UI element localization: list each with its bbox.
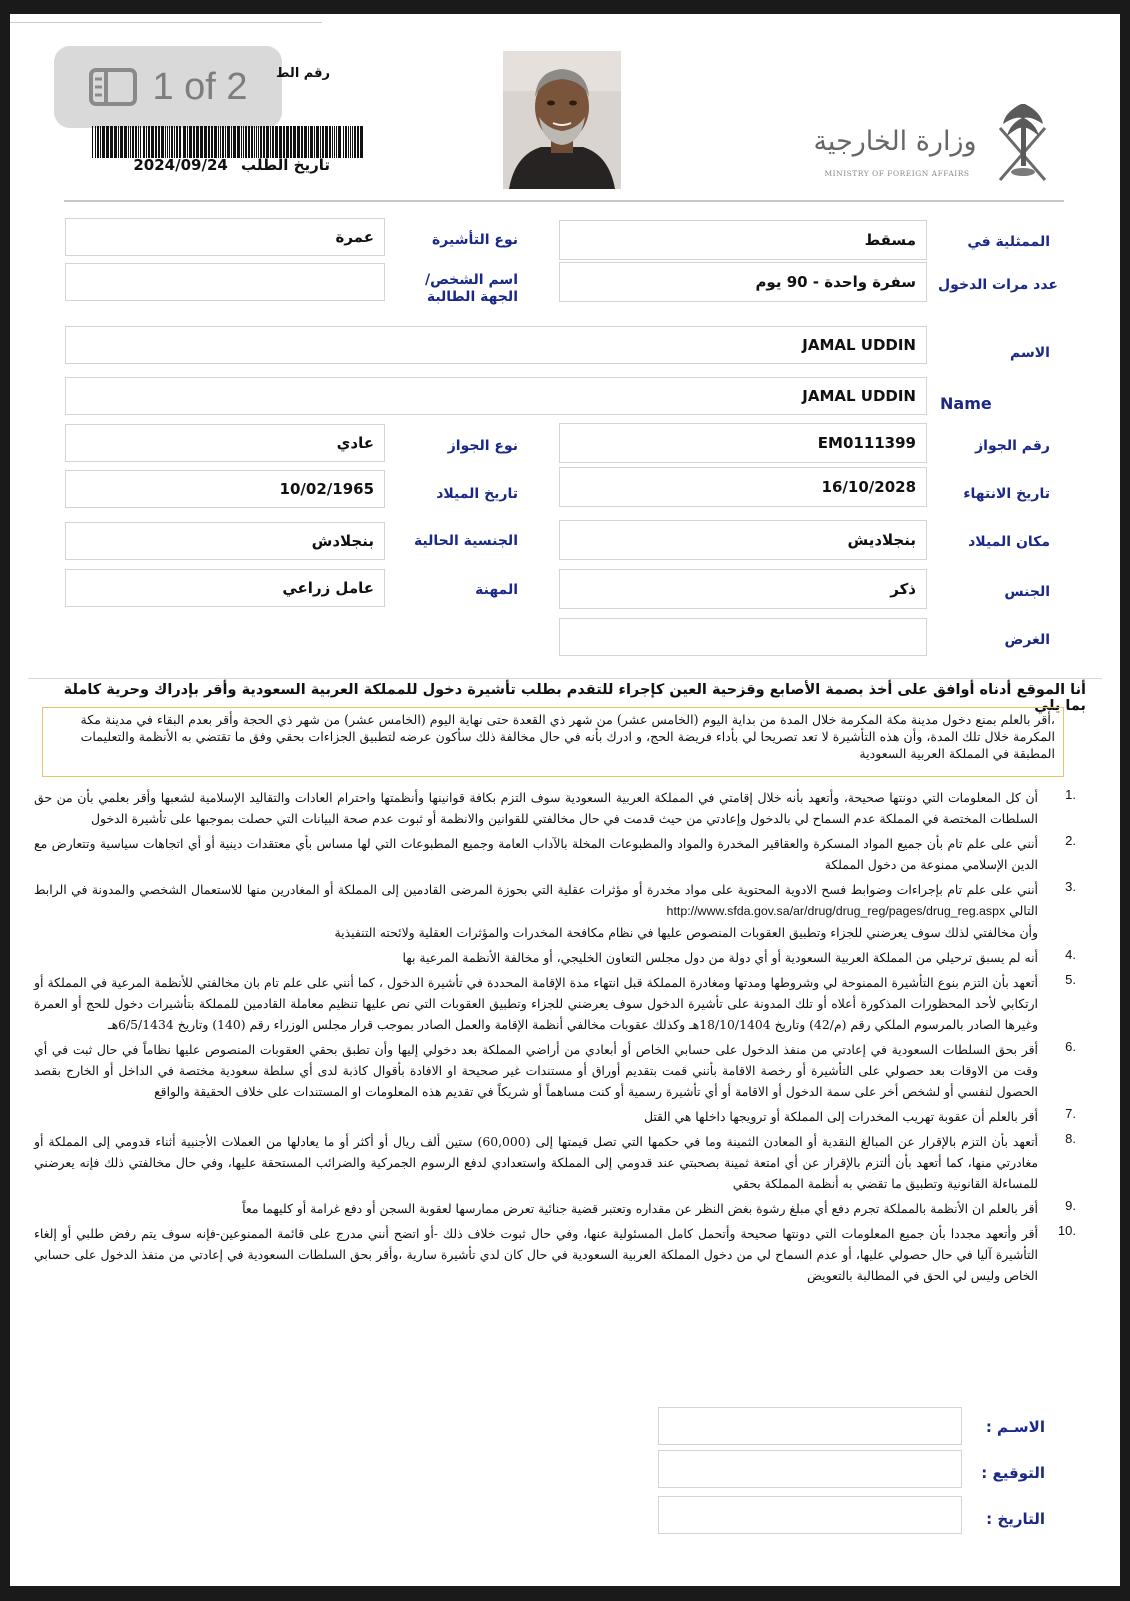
barcode-bar	[179, 126, 181, 158]
barcode-bar	[222, 126, 224, 158]
request-date	[90, 156, 330, 174]
barcode-bar	[146, 126, 147, 158]
barcode-bar	[143, 126, 145, 158]
barcode-bar	[97, 126, 99, 158]
clause-text: أتعهد بأن التزم بنوع التأشيرة الممنوحة لي وشروطها ومدتها ومغادرة المملكة قبل انتهاء مدة الإقامة المحددة في تأشيرة الدخول ، كما أنني على علم تام بان مخالفتي للأنظمة المرعية في المملكة أو ارتكابي لأحد المحظورات المذكورة أعلاه أو تلك المدونة على تأشيرة الدخول سوف يعرضني للجزاء وتطبيق العقوبات التي نص عليها تنظيم معاملة القادمين للمملكة بتأشيرات دخول للحج أو العمرة وغيرها الصادر بالمرسوم الملكي رقم (م/42) وتاريخ 18/10/1404هـ وكذلك عقوبات مخالفي أنظمة الإقامة والعمل الصادر بموجب قرار مجلس الوزراء رقم (140) وتاريخ 6/5/1434هـ	[34, 975, 1038, 1032]
clause-text: أقر بحق السلطات السعودية في إعادتي من منفذ الدخول على حسابي الخاص أو أبعادي من أراضي المملكة بعد دخولي إليها وأن تطبق بحقي العقوبات المنصوص عليها نظاماً في حال ثبت في أي وقت من الاوقات بعد حصولي على التأشيرة أو رخصة الاقامة بأنني قمت بتقديم أوراق أو مستندات غير صحيحة او الافادة بأقوال كاذبة لدى أي سلطة سعودية مختصة في الداخل أو الخارج بقصد الحصول لنفسي أو لشخص أخر على سمة الدخول أو الاقامة أو أي تأشيرة رسمية أو كنت مساهماً أو شريكاً في تقديم هذه المعلومات او المستندات على خلاف الحقيقة والواقع	[34, 1042, 1038, 1099]
barcode-bar	[227, 126, 230, 158]
barcode-bar	[200, 126, 203, 158]
page-indicator[interactable]	[54, 46, 282, 128]
barcode-bar	[325, 126, 328, 158]
birth-place-label: مكان الميلاد	[968, 534, 1050, 550]
barcode-bar	[263, 126, 265, 158]
birth-place-field[interactable]: بنجلاديش	[559, 520, 927, 560]
visa-type-field[interactable]: عمرة	[65, 218, 385, 256]
signature-sign-field[interactable]	[658, 1450, 962, 1488]
barcode-bar	[95, 126, 96, 158]
clause-number: 7.	[1065, 1106, 1076, 1121]
barcode-bar	[314, 126, 315, 158]
barcode-bar	[204, 126, 207, 158]
saudi-emblem-icon	[1000, 104, 1045, 180]
consent-statement: أنا الموقع أدناه أوافق على أخذ بصمة الأصابع وقزحية العين كإجراء للتقدم بطلب تأشيرة دخول للمملكة العربية السعودية وأقر بإدراك وحرية كاملة بما يلي	[63, 682, 1086, 714]
barcode-bar	[275, 126, 278, 158]
barcode-bar	[241, 126, 242, 158]
entries-label: عدد مرات الدخول	[938, 277, 1058, 293]
clause-item	[34, 972, 1076, 1035]
barcode-bar	[176, 126, 178, 158]
barcode-bar	[266, 126, 269, 158]
barcode-bar	[348, 126, 349, 158]
barcode-bar	[138, 126, 139, 158]
sex-field[interactable]: ذكر	[559, 569, 927, 609]
barcode-bar	[102, 126, 105, 158]
barcode	[90, 126, 365, 158]
barcode-bar	[283, 126, 285, 158]
barcode-bar	[187, 126, 188, 158]
barcode-bar	[161, 126, 164, 158]
barcode-bar	[208, 126, 210, 158]
mecca-notice: ،أقر بالعلم بمنع دخول مدينة مكة المكرمة خلال المدة من بداية اليوم (الخامس عشر) من شهر ذي القعدة حتى نهاية اليوم (الخامس عشر) من شهر ذي الحجة وأقر بعدم البقاء في مدينة مكة المكرمة خلال تلك المدة، وأن هذه التأشيرة لا تعد تصريحا لي بأداء فريضة الحج، و ادرك بأنه في حال مخالفة ذلك سأكون عرضه لتطبيق الجزاءات بحقي وفق ما تقتضي به الأنظمة والتعليمات المطبقة في المملكة العربية السعودية	[42, 707, 1064, 777]
profession-field[interactable]: عامل زراعي	[65, 569, 385, 607]
name-english-field[interactable]: JAMAL UDDIN	[65, 377, 927, 415]
barcode-bar	[343, 126, 344, 158]
clause-text: أقر بالعلم ان الأنظمة بالمملكة تجرم دفع أي مبلغ رشوة بغض النظر عن مقداره وتعتبر قضية جنائية تعرض ممارسها لعقوبة السجن أو دفع غرامة أو كليهما معاً	[242, 1201, 1038, 1216]
profession-label: المهنة	[475, 582, 518, 598]
document-page	[10, 14, 1120, 1586]
barcode-bar	[256, 126, 257, 158]
clause-item	[34, 833, 1076, 875]
clause-text-continued: وأن مخالفتي لذلك سوف يعرضني للجزاء وتطبيق العقوبات المنصوص عليها في نظام مكافحة المخدرات والمؤثرات العقلية ولائحته التنفيذية	[334, 925, 1038, 940]
passport-number-field[interactable]: EM0111399	[559, 423, 927, 463]
barcode-bar	[251, 126, 253, 158]
passport-type-label: نوع الجواز	[447, 438, 518, 454]
mission-label: الممثلية في	[967, 234, 1050, 250]
clause-item	[34, 1039, 1076, 1102]
barcode-bar	[231, 126, 232, 158]
barcode-bar	[174, 126, 175, 158]
barcode-bar	[345, 126, 347, 158]
name-arabic-label: الاسم	[1010, 345, 1050, 361]
requester-label: اسم الشخص/الجهة الطالبة	[424, 272, 518, 305]
barcode-bar	[189, 126, 192, 158]
barcode-bar	[132, 126, 134, 158]
clause-number: 4.	[1065, 947, 1076, 962]
barcode-bar	[214, 126, 217, 158]
clause-item	[34, 787, 1076, 829]
clause-number: 6.	[1065, 1039, 1076, 1054]
clause-number: 8.	[1065, 1131, 1076, 1146]
barcode-bar	[128, 126, 129, 158]
barcode-bar	[260, 126, 262, 158]
clause-item	[34, 1198, 1076, 1219]
passport-number-label: رقم الجواز	[975, 438, 1050, 454]
barcode-bar	[360, 126, 363, 158]
barcode-bar	[270, 126, 271, 158]
barcode-bar	[354, 126, 356, 158]
clause-number: 10.	[1057, 1223, 1076, 1238]
clause-item	[34, 879, 1076, 943]
page-indicator-text: 1 of 2	[152, 65, 248, 108]
request-number-label: رقم الط	[276, 66, 330, 81]
signature-name-label: الاسـم :	[985, 1418, 1045, 1436]
barcode-bar	[110, 126, 113, 158]
barcode-bar	[151, 126, 154, 158]
declaration-clauses	[34, 787, 1076, 1290]
barcode-bar	[304, 126, 307, 158]
barcode-bar	[220, 126, 221, 158]
barcode-bar	[237, 126, 240, 158]
barcode-bar	[286, 126, 289, 158]
requester-field[interactable]	[65, 263, 385, 301]
barcode-bar	[155, 126, 157, 158]
barcode-bar	[118, 126, 119, 158]
clause-number: 9.	[1065, 1198, 1076, 1213]
applicant-photo	[503, 51, 621, 189]
barcode-bar	[338, 126, 341, 158]
name-english-label: Name	[940, 394, 992, 413]
nationality-field[interactable]: بنجلادش	[65, 522, 385, 560]
purpose-label: الغرض	[1004, 632, 1050, 648]
signature-sign-label: التوقيع :	[981, 1464, 1045, 1482]
clause-text-block	[34, 879, 1038, 943]
barcode-bar	[290, 126, 292, 158]
sex-label: الجنس	[1004, 584, 1050, 600]
barcode-bar	[332, 126, 333, 158]
signature-date-label: التاريخ :	[986, 1510, 1045, 1528]
clause-text: أقر وأتعهد مجددا بأن جميع المعلومات التي دونتها صحيحة وأتحمل كامل المسئولية عنها، وفي حال ثبوت خلاف ذلك -أو اتضح أنني مدرج على قائمة الممنوعين-فإنه سوف يتم رفض طلبي أو إلغاء التأشيرة آليا في حال حصولي عليها، أو عدم السماح لي من دخول المملكة العربية السعودية في حال كان لدي تأشيرة سارية ،وأقر بحق السلطات السعودية في إعادتي من منفذ الدخول على حسابي الخاص وليس لي الحق في المطالبة بالتعويض	[34, 1226, 1038, 1283]
barcode-bar	[357, 126, 359, 158]
section-divider	[28, 678, 1102, 679]
sidebar-toggle-icon[interactable]	[88, 67, 138, 107]
barcode-bar	[245, 126, 247, 158]
barcode-bar	[243, 126, 244, 158]
barcode-bar	[329, 126, 331, 158]
name-arabic-field[interactable]: JAMAL UDDIN	[65, 326, 927, 364]
visa-type-label: نوع التأشيرة	[432, 232, 518, 248]
barcode-bar	[165, 126, 166, 158]
request-date-value: 2024/09/24	[133, 156, 228, 174]
signature-date-field[interactable]	[658, 1496, 962, 1534]
birth-date-label: تاريخ الميلاد	[436, 486, 518, 502]
barcode-bar	[334, 126, 335, 158]
clause-number: 5.	[1065, 972, 1076, 987]
signature-name-field[interactable]	[658, 1407, 962, 1445]
ministry-name-arabic: وزارة الخارجية	[813, 126, 977, 157]
barcode-bar	[301, 126, 303, 158]
entries-field[interactable]: سفرة واحدة - 90 يوم	[559, 262, 927, 302]
barcode-bar	[320, 126, 321, 158]
barcode-bar	[258, 126, 259, 158]
ministry-logo	[805, 98, 1055, 190]
barcode-bar	[336, 126, 337, 158]
barcode-bar	[248, 126, 250, 158]
clause-text: أنه لم يسبق ترحيلي من المملكة العربية السعودية أو أي دولة من دول مجلس التعاون الخليجي، أو مخالفة الأنظمة المرعية بها	[402, 950, 1038, 965]
clause-number: 1.	[1065, 787, 1076, 802]
passport-type-field[interactable]: عادي	[65, 424, 385, 462]
barcode-bar	[106, 126, 109, 158]
expiry-date-label: تاريخ الانتهاء	[963, 486, 1050, 502]
clause-number: 3.	[1065, 879, 1076, 894]
barcode-bar	[171, 126, 173, 158]
barcode-bar	[316, 126, 319, 158]
barcode-bar	[308, 126, 309, 158]
purpose-field[interactable]	[559, 618, 927, 656]
sfda-link[interactable]: http://www.sfda.gov.sa/ar/drug/drug_reg/pages/drug_reg.aspx	[666, 904, 1006, 918]
barcode-bar	[100, 126, 101, 158]
barcode-bar	[272, 126, 274, 158]
clause-text: أقر بالعلم أن عقوبة تهريب المخدرات إلى المملكة أو ترويجها داخلها هي القتل	[643, 1109, 1038, 1124]
nationality-label: الجنسية الحالية	[413, 533, 518, 549]
barcode-bar	[352, 126, 353, 158]
barcode-bar	[169, 126, 170, 158]
clause-item	[34, 1106, 1076, 1127]
barcode-bar	[211, 126, 213, 158]
clause-item	[34, 947, 1076, 968]
header-divider	[64, 200, 1064, 202]
clause-item	[34, 1131, 1076, 1194]
barcode-bar	[148, 126, 150, 158]
barcode-bar	[193, 126, 195, 158]
barcode-bar	[135, 126, 137, 158]
clause-text: أنني على علم تام بإجراءات وضوابط فسح الادوية المحتوية على مواد مخدرة أو مؤثرات عقلية التي بحوزة المرضى القادمين إلى المملكة أو المغادرين منها للاستعمال الشخصي والمدونة في الرابط التالي	[34, 882, 1038, 918]
barcode-bar	[140, 126, 141, 158]
barcode-bar	[233, 126, 236, 158]
clause-number: 2.	[1065, 833, 1076, 848]
barcode-bar	[92, 126, 93, 158]
barcode-bar	[114, 126, 117, 158]
birth-date-field[interactable]: 10/02/1965	[65, 470, 385, 508]
barcode-bar	[196, 126, 199, 158]
request-date-label: تاريخ الطلب	[241, 156, 330, 174]
barcode-bar	[297, 126, 300, 158]
barcode-bar	[130, 126, 131, 158]
barcode-bar	[279, 126, 282, 158]
barcode-bar	[310, 126, 313, 158]
top-rule	[10, 14, 322, 23]
barcode-bar	[254, 126, 255, 158]
barcode-bar	[293, 126, 296, 158]
clause-text: أنني على علم تام بأن جميع المواد المسكرة والعقاقير المخدرة والمواد والمطبوعات المخلة بالآداب العامة وجميع المطبوعات التي لها مساس بأي معتقدات دينية أو أي اتجاهات سياسية وتتعارض مع الدين الإسلامي ممنوعة من دخول المملكة	[34, 836, 1038, 872]
barcode-bar	[183, 126, 186, 158]
clause-item	[34, 1223, 1076, 1286]
barcode-bar	[124, 126, 127, 158]
barcode-bar	[158, 126, 160, 158]
barcode-bar	[167, 126, 168, 158]
expiry-date-field[interactable]: 16/10/2028	[559, 467, 927, 507]
clause-text: أن كل المعلومات التي دونتها صحيحة، وأتعهد بأنه خلال إقامتي في المملكة العربية السعودية سوف التزم بكافة قوانينها وأنظمتها واحترام العادات والتقاليد الإسلامية لشعبها وأقر بعلمي بأن من حق السلطات المختصة في المملكة عدم السماح لي بالدخول وإعادتي من حيث قدمت في حال مخالفتي للقوانين والانظمة أو ثبوت عدم صحة البيانات التي حصلت بموجبها على تأشيرة الدخول	[34, 790, 1038, 826]
ministry-name-english: MINISTRY OF FOREIGN AFFAIRS	[824, 169, 970, 178]
barcode-bar	[225, 126, 226, 158]
clause-text: أتعهد بأن التزم بالإقرار عن المبالغ النقدية أو المعادن الثمينة وما في حكمها التي تصل قيمتها إلى (60,000) ستين ألف ريال أو أكثر أو ما يعادلها من العملات الأجنبية أثناء قدومي إلى المملكة أو مغادرتي منها، كما أتعهد بأن ألتزم بالإقرار عن أي امتعة ثمينة بصحبتي عند قدومي إلى المملكة واستعدادي لدفع الرسوم الجمركية والضرائب المستحقة عليها، وفي حال مخالفتي ذلك فإنه يعرضني للمساءلة القانونية وتطبيق ما تقضي به أنظمة المملكة بحقي	[34, 1134, 1038, 1191]
barcode-bar	[218, 126, 219, 158]
mission-field[interactable]: مسقط	[559, 220, 927, 260]
barcode-bar	[120, 126, 123, 158]
barcode-bar	[322, 126, 324, 158]
barcode-bar	[350, 126, 351, 158]
